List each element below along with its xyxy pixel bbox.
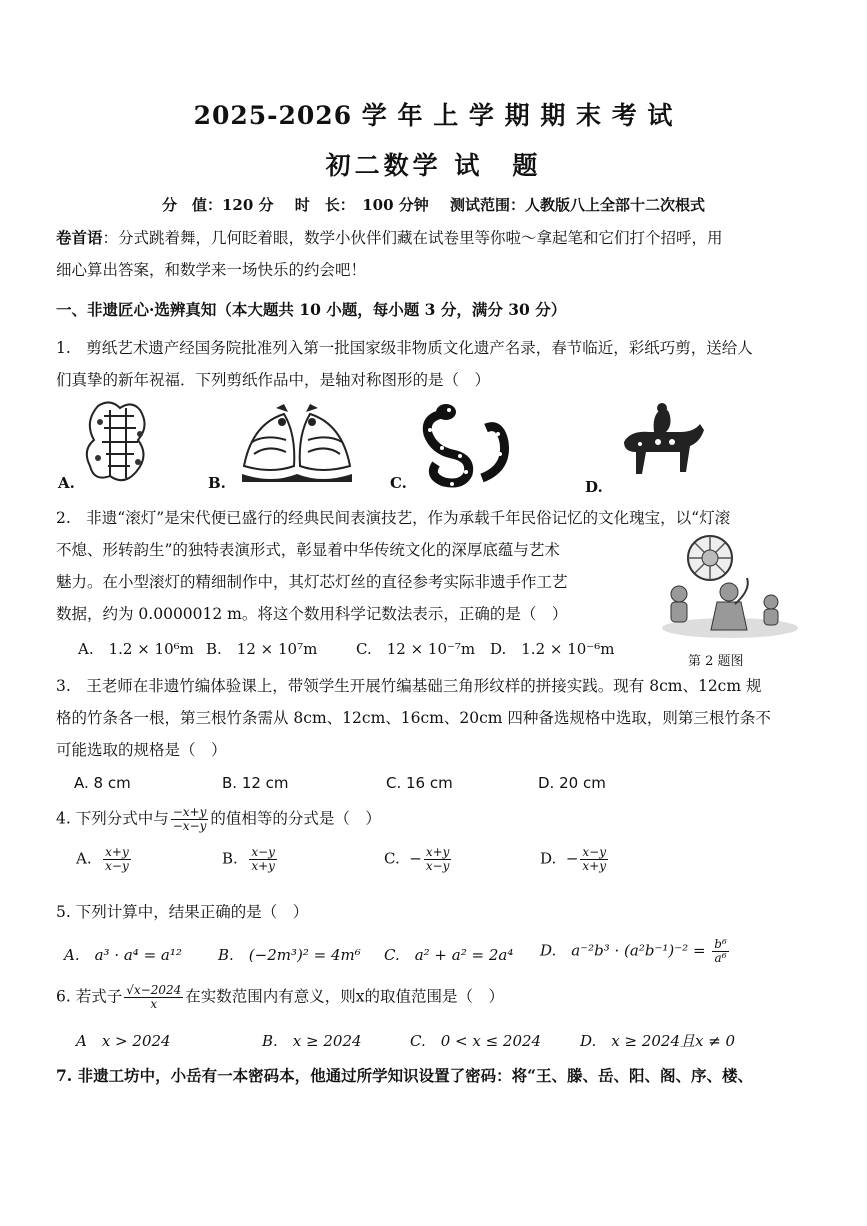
section-heading: 一、非遗匠心·选辨真知（本大题共 10 小题，每小题 3 分，满分 30 分） xyxy=(56,300,567,319)
q6-stem xyxy=(56,984,504,1011)
q2-option-c[interactable]: C. 12 × 10⁻⁷m xyxy=(356,640,476,658)
q4-option-c[interactable] xyxy=(384,846,453,873)
q3-line-2: 格的竹条各一根，第三根竹条需从 8cm、12cm、16cm、20cm 四种备选规格中选取，则第三根竹条不 xyxy=(56,709,771,727)
q4-option-d-sign: − xyxy=(565,849,579,868)
q5-option-d[interactable] xyxy=(540,938,731,965)
q4-option-c-denominator: x−y xyxy=(425,859,450,873)
scope-info: 测试范围：人教版八上全部十二次根式 xyxy=(450,196,706,214)
q6-option-c[interactable]: C. 0 < x ≤ 2024 xyxy=(410,1032,542,1050)
q4-option-c-fraction xyxy=(424,846,452,873)
q1-line-2: 们真挚的新年祝福．下列剪纸作品中，是轴对称图形的是（ ） xyxy=(56,371,491,389)
q3-line-3: 可能选取的规格是（ ） xyxy=(56,741,227,759)
papercut-fish-image xyxy=(232,404,362,486)
q4-option-a[interactable] xyxy=(76,846,133,873)
q4-option-a-numerator: x+y xyxy=(105,845,129,859)
q1-option-c[interactable]: C. xyxy=(390,474,407,492)
q4-option-a-label: A. xyxy=(76,849,92,868)
q5-option-d-fraction xyxy=(712,938,729,965)
q4-stem-numerator: −x+y xyxy=(172,805,207,819)
q4-stem-fraction xyxy=(171,806,209,833)
q6-stem-denominator: x xyxy=(150,997,158,1011)
q4-prefix: 4. 下列分式中与 xyxy=(56,809,169,828)
q5-option-a[interactable]: A. a³ · a⁴ = a¹² xyxy=(64,946,182,964)
q5-option-d-denominator: a⁶ xyxy=(714,951,727,965)
q4-option-b-label: B. xyxy=(222,849,238,868)
papercut-rider-image xyxy=(610,402,710,484)
q6-prefix: 6. 若式子 xyxy=(56,987,123,1006)
q6-option-b[interactable]: B. x ≥ 2024 xyxy=(262,1032,362,1050)
preface-line-2: 细心算出答案，和数学来一场快乐的约会吧！ xyxy=(56,261,367,279)
q5-option-b[interactable]: B. (−2m³)² = 4m⁶ xyxy=(218,946,361,964)
q3-option-d[interactable]: D. 20 cm xyxy=(538,774,606,792)
q2-option-a[interactable]: A. 1.2 × 10⁶m xyxy=(78,640,194,658)
q5-option-d-text: D. a⁻²b³ · (a²b⁻¹)⁻² = xyxy=(540,941,711,960)
q4-option-a-denominator: x−y xyxy=(105,859,129,873)
q3-option-c[interactable]: C. 16 cm xyxy=(386,774,453,792)
q4-option-c-sign: − xyxy=(409,849,422,868)
q6-suffix: 在实数范围内有意义，则x的取值范围是（ ） xyxy=(185,987,504,1006)
exam-title: 2025-2026 学 年 上 学 期 期 末 考 试 xyxy=(193,101,674,130)
preface-line-1 xyxy=(56,228,723,248)
q3-line-1: 3. 王老师在非遗竹编体验课上，带领学生开展竹编基础三角形纹样的拼接实践。现有 8cm、12cm 规 xyxy=(56,677,762,695)
q2-line-4: 数据，约为 0.0000012 m。将这个数用科学记数法表示，正确的是（ ） xyxy=(56,605,568,623)
q2-option-d[interactable]: D. 1.2 × 10⁻⁶m xyxy=(490,640,615,658)
q4-option-c-label: C. xyxy=(384,849,400,868)
q5-stem: 5. 下列计算中，结果正确的是（ ） xyxy=(56,903,309,921)
q2-line-2: 不熄、形转韵生”的独特表演形式，彰显着中华传统文化的深厚底蕴与艺术 xyxy=(56,541,560,559)
q4-suffix: 的值相等的分式是（ ） xyxy=(210,809,381,828)
q6-stem-numerator: √x−2024 xyxy=(126,983,182,997)
q2-option-b[interactable]: B. 12 × 10⁷m xyxy=(206,640,318,658)
q6-option-d[interactable]: D. x ≥ 2024且x ≠ 0 xyxy=(580,1032,736,1050)
q4-option-b[interactable] xyxy=(222,846,279,873)
q2-line-1: 2. 非遗“滚灯”是宋代便已盛行的经典民间表演技艺，作为承载千年民俗记忆的文化瑰宝，以“灯滚 xyxy=(56,509,731,527)
preface-label: 卷首语 xyxy=(56,228,103,247)
exam-subtitle: 初二数学 试 题 xyxy=(325,151,542,180)
q4-option-d[interactable] xyxy=(540,846,610,873)
q4-stem-denominator: −x−y xyxy=(172,819,207,833)
exam-info xyxy=(0,194,867,215)
q4-option-a-fraction xyxy=(103,846,131,873)
duration-info: 时 长： 100 分钟 xyxy=(294,196,429,214)
q1-option-a[interactable]: A. xyxy=(58,474,75,492)
q4-option-d-numerator: x−y xyxy=(582,845,606,859)
q1-line-1: 1. 剪纸艺术遗产经国务院批准列入第一批国家级非物质文化遗产名录，春节临近，彩纸巧剪，送给人 xyxy=(56,339,753,357)
q7-line-1: 7. 非遗工坊中，小岳有一本密码本，他通过所学知识设置了密码：将“王、滕、岳、阳、阁、序、楼、 xyxy=(56,1066,753,1085)
papercut-snake-image xyxy=(412,398,522,490)
q5-option-d-numerator: b⁶ xyxy=(714,937,727,951)
q4-option-b-denominator: x+y xyxy=(251,859,275,873)
papercut-fu-image xyxy=(80,396,160,488)
q4-stem xyxy=(56,806,381,833)
q6-option-a[interactable]: A x > 2024 xyxy=(76,1032,171,1050)
preface-text: ：分式跳着舞，几何眨着眼，数学小伙伴们藏在试卷里等你啦～拿起笔和它们打个招呼，用 xyxy=(102,229,723,247)
q4-option-c-numerator: x+y xyxy=(425,845,450,859)
q3-option-a[interactable]: A. 8 cm xyxy=(74,774,131,792)
rolling-lantern-illustration xyxy=(655,530,805,642)
q3-option-b[interactable]: B. 12 cm xyxy=(222,774,289,792)
q4-option-b-fraction xyxy=(249,846,277,873)
q4-option-b-numerator: x−y xyxy=(251,845,275,859)
q1-option-d[interactable]: D. xyxy=(585,478,603,496)
q6-stem-fraction xyxy=(124,984,183,1011)
q4-option-d-label: D. xyxy=(540,849,557,868)
q1-option-b[interactable]: B. xyxy=(208,474,226,492)
q2-figure-caption: 第 2 题图 xyxy=(688,654,744,669)
score-info: 分 值：120 分 xyxy=(161,196,274,214)
q2-line-3: 魅力。在小型滚灯的精细制作中，其灯芯灯丝的直径参考实际非遗手作工艺 xyxy=(56,573,568,591)
q5-option-c[interactable]: C. a² + a² = 2a⁴ xyxy=(384,946,514,964)
q4-option-d-fraction xyxy=(580,846,608,873)
q4-option-d-denominator: x+y xyxy=(582,859,606,873)
